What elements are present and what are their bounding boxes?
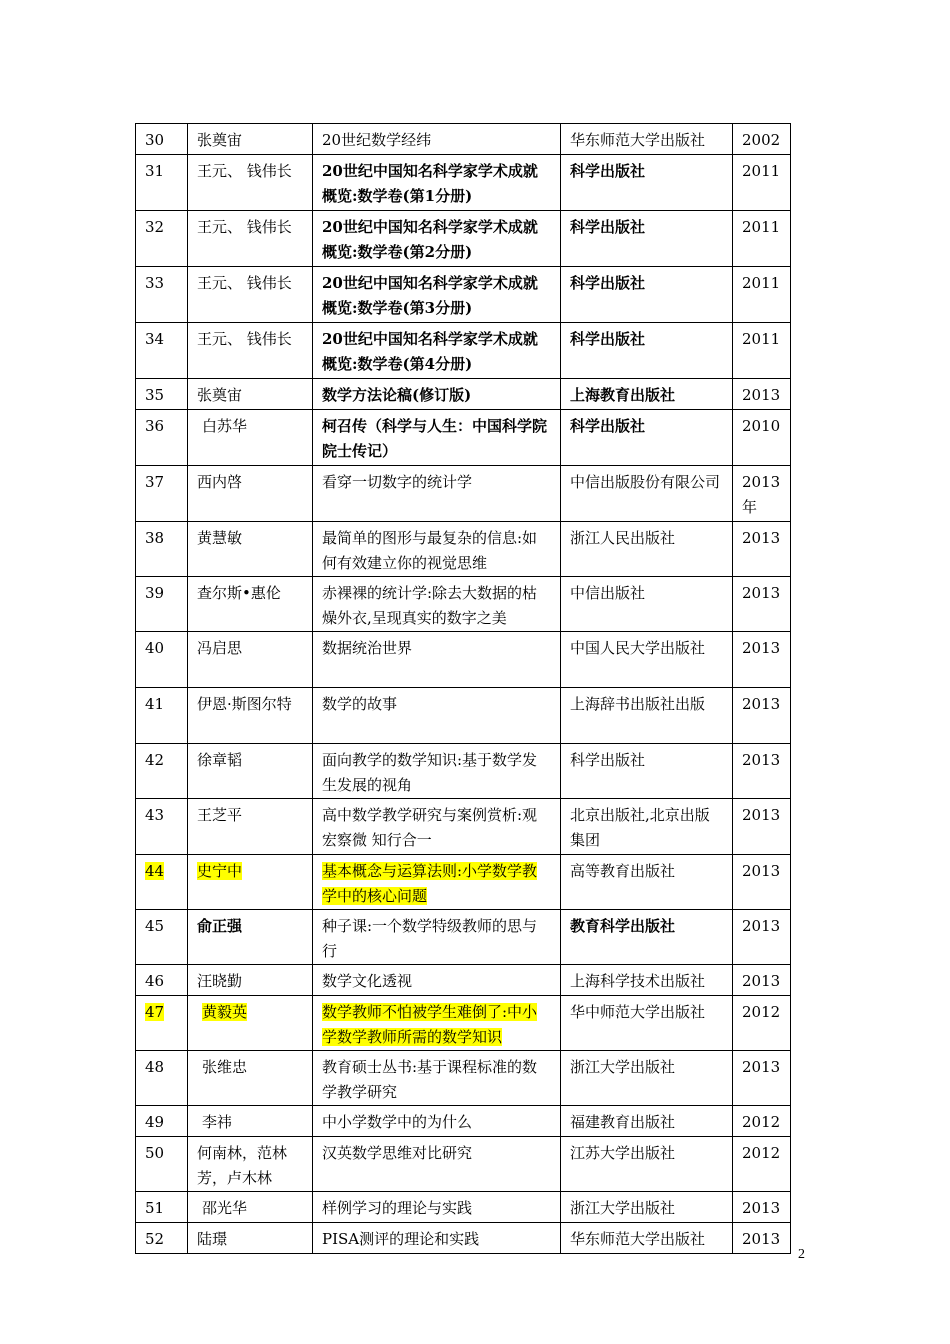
year-text: 2012 — [742, 1003, 781, 1021]
cell-year — [733, 211, 791, 267]
cell-no — [136, 267, 188, 323]
table-body — [136, 124, 791, 1254]
table-row — [136, 267, 791, 323]
publisher-text: 江苏大学出版社 — [570, 1144, 676, 1162]
no-text: 34 — [145, 330, 165, 348]
no-text: 42 — [145, 751, 165, 769]
cell-author — [188, 323, 313, 379]
page-number: 2 — [798, 1247, 805, 1262]
table-row — [136, 211, 791, 267]
cell-author — [188, 799, 313, 855]
publisher-text: 中国人民大学出版社 — [570, 639, 706, 657]
publisher-text: 北京出版社,北京出版集团 — [570, 806, 710, 849]
title-text: 数学教师不怕被学生难倒了:中小学数学教师所需的数学知识 — [322, 1003, 538, 1046]
cell-no — [136, 211, 188, 267]
no-text: 37 — [145, 473, 165, 491]
cell-title — [313, 1223, 561, 1254]
publisher-text: 浙江大学出版社 — [570, 1199, 676, 1217]
publisher-text: 浙江人民出版社 — [570, 529, 676, 547]
publisher-text: 上海教育出版社 — [570, 386, 676, 404]
cell-year — [733, 744, 791, 799]
title-text: 最简单的图形与最复杂的信息:如何有效建立你的视觉思维 — [322, 529, 538, 572]
author-text: 白苏华 — [202, 417, 248, 435]
cell-year — [733, 965, 791, 996]
cell-author — [188, 577, 313, 632]
author-text: 张奠宙 — [197, 386, 243, 404]
table-row — [136, 323, 791, 379]
author-text: 王芝平 — [197, 806, 243, 824]
cell-title — [313, 1106, 561, 1137]
cell-no — [136, 1106, 188, 1137]
year-text: 2013 — [742, 584, 781, 602]
publisher-text: 浙江大学出版社 — [570, 1058, 676, 1076]
cell-year — [733, 1137, 791, 1192]
author-text: 汪晓勤 — [197, 972, 243, 990]
year-text: 2012 — [742, 1113, 781, 1131]
table-row — [136, 522, 791, 577]
cell-publisher — [561, 1051, 733, 1106]
cell-author — [188, 1137, 313, 1192]
cell-title — [313, 155, 561, 211]
cell-publisher — [561, 267, 733, 323]
cell-author — [188, 1223, 313, 1254]
table-row — [136, 155, 791, 211]
author-text: 王元、 钱伟长 — [197, 274, 292, 292]
table-row — [136, 855, 791, 910]
year-text: 2013 — [742, 1230, 781, 1248]
cell-author — [188, 855, 313, 910]
table-row — [136, 965, 791, 996]
table-row — [136, 996, 791, 1051]
table-row — [136, 379, 791, 410]
table-row — [136, 124, 791, 155]
author-text: 查尔斯•惠伦 — [197, 584, 281, 602]
cell-author — [188, 522, 313, 577]
cell-title — [313, 522, 561, 577]
cell-author — [188, 267, 313, 323]
no-text: 44 — [145, 862, 165, 880]
title-text: 柯召传（科学与人生：中国科学院院士传记） — [322, 417, 548, 460]
cell-title — [313, 410, 561, 466]
cell-no — [136, 744, 188, 799]
cell-no — [136, 996, 188, 1051]
cell-publisher — [561, 1192, 733, 1223]
table-row — [136, 410, 791, 466]
year-text: 2002 — [742, 131, 781, 149]
publisher-text: 上海科学技术出版社 — [570, 972, 706, 990]
cell-year — [733, 1223, 791, 1254]
table-row — [136, 1137, 791, 1192]
cell-author — [188, 1192, 313, 1223]
cell-author — [188, 211, 313, 267]
cell-year — [733, 466, 791, 522]
year-text: 2013 — [742, 1199, 781, 1217]
no-text: 52 — [145, 1230, 165, 1248]
cell-title — [313, 996, 561, 1051]
year-text: 2013 — [742, 386, 781, 404]
table-row — [136, 577, 791, 632]
author-text: 李祎 — [202, 1113, 233, 1131]
cell-title — [313, 965, 561, 996]
title-text: 样例学习的理论与实践 — [322, 1199, 473, 1217]
publisher-text: 上海辞书出版社出版 — [570, 695, 706, 713]
title-text: 数学方法论稿(修订版) — [322, 386, 472, 404]
no-text: 45 — [145, 917, 165, 935]
author-text: 冯启思 — [197, 639, 243, 657]
cell-year — [733, 855, 791, 910]
year-text: 2012 — [742, 1144, 781, 1162]
cell-publisher — [561, 522, 733, 577]
cell-no — [136, 522, 188, 577]
table-row — [136, 1223, 791, 1254]
table-row — [136, 910, 791, 965]
year-text: 2011 — [742, 162, 781, 180]
no-text: 36 — [145, 417, 165, 435]
publisher-text: 福建教育出版社 — [570, 1113, 676, 1131]
author-text: 史宁中 — [197, 862, 243, 880]
cell-publisher — [561, 155, 733, 211]
cell-publisher — [561, 124, 733, 155]
cell-publisher — [561, 688, 733, 744]
cell-publisher — [561, 1223, 733, 1254]
cell-publisher — [561, 577, 733, 632]
title-text: 中小学数学中的为什么 — [322, 1113, 473, 1131]
year-text: 2013 — [742, 862, 781, 880]
no-text: 49 — [145, 1113, 165, 1131]
cell-publisher — [561, 632, 733, 688]
year-text: 2010 — [742, 417, 781, 435]
table-row — [136, 1106, 791, 1137]
title-text: 20世纪中国知名科学家学术成就概览:数学卷(第3分册) — [322, 274, 538, 317]
cell-publisher — [561, 1137, 733, 1192]
cell-no — [136, 632, 188, 688]
table-row — [136, 744, 791, 799]
cell-author — [188, 632, 313, 688]
cell-year — [733, 379, 791, 410]
publisher-text: 科学出版社 — [570, 162, 646, 180]
cell-author — [188, 466, 313, 522]
cell-title — [313, 1192, 561, 1223]
cell-author — [188, 1106, 313, 1137]
cell-no — [136, 410, 188, 466]
table-row — [136, 1192, 791, 1223]
no-text: 31 — [145, 162, 165, 180]
cell-title — [313, 855, 561, 910]
table-row — [136, 799, 791, 855]
author-text: 张维忠 — [202, 1058, 248, 1076]
no-text: 48 — [145, 1058, 165, 1076]
table-row — [136, 632, 791, 688]
cell-no — [136, 323, 188, 379]
cell-title — [313, 379, 561, 410]
table-row — [136, 1051, 791, 1106]
title-text: 20世纪中国知名科学家学术成就概览:数学卷(第2分册) — [322, 218, 538, 261]
cell-no — [136, 155, 188, 211]
cell-year — [733, 577, 791, 632]
author-text: 俞正强 — [197, 917, 243, 935]
publisher-text: 科学出版社 — [570, 751, 646, 769]
title-text: 数据统治世界 — [322, 639, 413, 657]
no-text: 41 — [145, 695, 165, 713]
publisher-text: 华东师范大学出版社 — [570, 131, 706, 149]
no-text: 47 — [145, 1003, 165, 1021]
title-text: 数学的故事 — [322, 695, 398, 713]
cell-no — [136, 688, 188, 744]
author-text: 陆璟 — [197, 1230, 228, 1248]
author-text: 邵光华 — [202, 1199, 248, 1217]
cell-year — [733, 1106, 791, 1137]
cell-author — [188, 688, 313, 744]
publisher-text: 科学出版社 — [570, 417, 646, 435]
year-text: 2013年 — [742, 473, 781, 516]
cell-publisher — [561, 965, 733, 996]
cell-publisher — [561, 799, 733, 855]
publisher-text: 科学出版社 — [570, 218, 646, 236]
publisher-text: 华东师范大学出版社 — [570, 1230, 706, 1248]
author-text: 王元、 钱伟长 — [197, 218, 292, 236]
cell-no — [136, 466, 188, 522]
year-text: 2013 — [742, 972, 781, 990]
title-text: 赤裸裸的统计学:除去大数据的枯燥外衣,呈现真实的数字之美 — [322, 584, 538, 627]
no-text: 50 — [145, 1144, 165, 1162]
no-text: 32 — [145, 218, 165, 236]
cell-title — [313, 211, 561, 267]
author-text: 黄慧敏 — [197, 529, 243, 547]
publisher-text: 科学出版社 — [570, 330, 646, 348]
cell-year — [733, 323, 791, 379]
publisher-text: 中信出版股份有限公司 — [570, 473, 721, 491]
book-list-table — [135, 123, 791, 1254]
cell-author — [188, 744, 313, 799]
no-text: 39 — [145, 584, 165, 602]
cell-title — [313, 910, 561, 965]
author-text: 张奠宙 — [197, 131, 243, 149]
year-text: 2013 — [742, 917, 781, 935]
author-text: 何南林，范林芳，卢木林 — [197, 1144, 288, 1187]
cell-year — [733, 910, 791, 965]
cell-publisher — [561, 323, 733, 379]
table-row — [136, 688, 791, 744]
cell-author — [188, 910, 313, 965]
cell-title — [313, 267, 561, 323]
cell-publisher — [561, 855, 733, 910]
publisher-text: 教育科学出版社 — [570, 917, 676, 935]
title-text: 20世纪数学经纬 — [322, 131, 432, 149]
cell-year — [733, 522, 791, 577]
title-text: 高中数学教学研究与案例赏析:观宏察微 知行合一 — [322, 806, 538, 849]
cell-author — [188, 379, 313, 410]
cell-publisher — [561, 1106, 733, 1137]
cell-year — [733, 688, 791, 744]
cell-year — [733, 799, 791, 855]
cell-publisher — [561, 466, 733, 522]
title-text: 种子课:一个数学特级教师的思与行 — [322, 917, 538, 960]
cell-no — [136, 379, 188, 410]
year-text: 2011 — [742, 218, 781, 236]
cell-title — [313, 124, 561, 155]
cell-no — [136, 1192, 188, 1223]
cell-publisher — [561, 910, 733, 965]
cell-author — [188, 155, 313, 211]
author-text: 西内啓 — [197, 473, 243, 491]
cell-title — [313, 323, 561, 379]
cell-publisher — [561, 379, 733, 410]
cell-title — [313, 1051, 561, 1106]
no-text: 30 — [145, 131, 165, 149]
cell-no — [136, 799, 188, 855]
no-text: 40 — [145, 639, 165, 657]
title-text: 教育硕士丛书:基于课程标准的数学教学研究 — [322, 1058, 538, 1101]
cell-title — [313, 632, 561, 688]
cell-year — [733, 267, 791, 323]
no-text: 46 — [145, 972, 165, 990]
cell-publisher — [561, 410, 733, 466]
cell-year — [733, 124, 791, 155]
cell-no — [136, 1137, 188, 1192]
no-text: 38 — [145, 529, 165, 547]
author-text: 徐章韬 — [197, 751, 243, 769]
year-text: 2011 — [742, 330, 781, 348]
title-text: 汉英数学思维对比研究 — [322, 1144, 473, 1162]
cell-title — [313, 1137, 561, 1192]
year-text: 2013 — [742, 529, 781, 547]
author-text: 王元、 钱伟长 — [197, 330, 292, 348]
no-text: 51 — [145, 1199, 165, 1217]
cell-year — [733, 1192, 791, 1223]
cell-no — [136, 577, 188, 632]
cell-author — [188, 1051, 313, 1106]
no-text: 33 — [145, 274, 165, 292]
author-text: 伊恩·斯图尔特 — [197, 695, 292, 713]
year-text: 2013 — [742, 806, 781, 824]
title-text: 数学文化透视 — [322, 972, 413, 990]
year-text: 2013 — [742, 695, 781, 713]
title-text: 20世纪中国知名科学家学术成就概览:数学卷(第4分册) — [322, 330, 538, 373]
cell-year — [733, 410, 791, 466]
cell-year — [733, 996, 791, 1051]
author-text: 黄毅英 — [202, 1003, 248, 1021]
cell-title — [313, 744, 561, 799]
year-text: 2013 — [742, 639, 781, 657]
cell-publisher — [561, 744, 733, 799]
publisher-text: 中信出版社 — [570, 584, 646, 602]
cell-title — [313, 688, 561, 744]
cell-publisher — [561, 211, 733, 267]
cell-no — [136, 1051, 188, 1106]
cell-author — [188, 410, 313, 466]
title-text: 20世纪中国知名科学家学术成就概览:数学卷(第1分册) — [322, 162, 538, 205]
title-text: PISA测评的理论和实践 — [322, 1230, 480, 1248]
cell-year — [733, 632, 791, 688]
cell-title — [313, 577, 561, 632]
title-text: 面向教学的数学知识:基于数学发生发展的视角 — [322, 751, 538, 794]
year-text: 2013 — [742, 1058, 781, 1076]
year-text: 2013 — [742, 751, 781, 769]
publisher-text: 高等教育出版社 — [570, 862, 676, 880]
cell-title — [313, 466, 561, 522]
cell-year — [733, 155, 791, 211]
cell-title — [313, 799, 561, 855]
cell-no — [136, 1223, 188, 1254]
author-text: 王元、 钱伟长 — [197, 162, 292, 180]
cell-author — [188, 124, 313, 155]
cell-no — [136, 965, 188, 996]
year-text: 2011 — [742, 274, 781, 292]
cell-year — [733, 1051, 791, 1106]
cell-no — [136, 855, 188, 910]
no-text: 35 — [145, 386, 165, 404]
cell-no — [136, 124, 188, 155]
table-row — [136, 466, 791, 522]
title-text: 看穿一切数字的统计学 — [322, 473, 473, 491]
no-text: 43 — [145, 806, 165, 824]
publisher-text: 华中师范大学出版社 — [570, 1003, 706, 1021]
cell-no — [136, 910, 188, 965]
publisher-text: 科学出版社 — [570, 274, 646, 292]
cell-publisher — [561, 996, 733, 1051]
title-text: 基本概念与运算法则:小学数学教学中的核心问题 — [322, 862, 538, 905]
cell-author — [188, 996, 313, 1051]
cell-author — [188, 965, 313, 996]
